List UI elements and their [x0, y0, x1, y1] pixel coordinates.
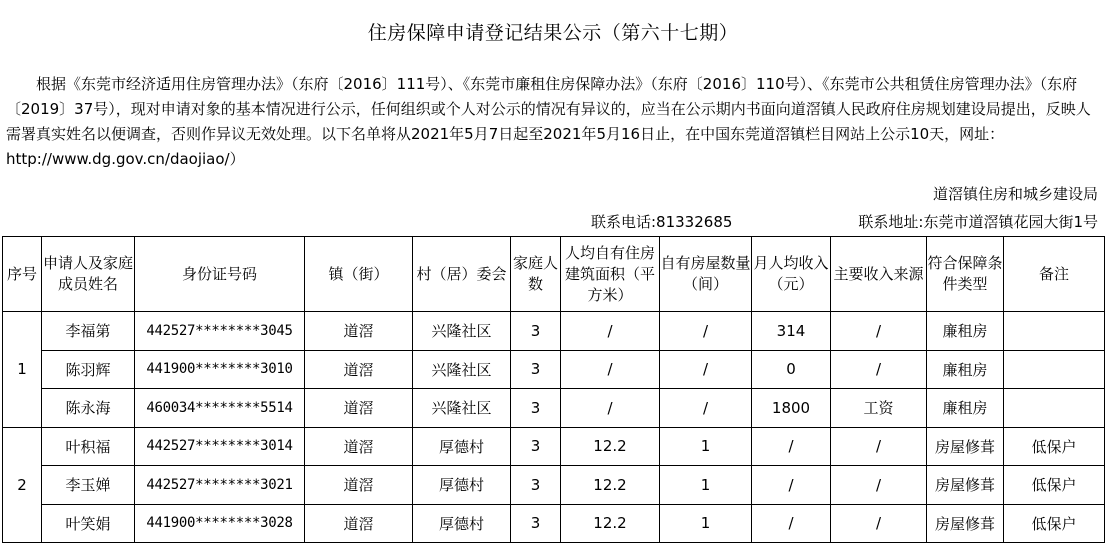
header-note: 备注	[1004, 237, 1105, 312]
cell-income: 314	[752, 312, 831, 351]
cell-type: 房屋修葺	[927, 504, 1004, 543]
page-title: 住房保障申请登记结果公示（第六十七期）	[367, 22, 739, 44]
cell-household: 3	[511, 427, 561, 466]
cell-town: 道滘	[305, 312, 413, 351]
cell-income: 1800	[752, 389, 831, 428]
cell-household: 3	[511, 350, 561, 389]
cell-source: /	[831, 312, 927, 351]
cell-village: 厚德村	[413, 466, 511, 505]
cell-source: /	[831, 504, 927, 543]
cell-village: 兴隆社区	[413, 350, 511, 389]
cell-houses: /	[660, 389, 752, 428]
cell-id: 460034********5514	[135, 389, 305, 428]
cell-houses: 1	[660, 504, 752, 543]
cell-type: 廉租房	[927, 350, 1004, 389]
header-village: 村（居）委会	[413, 237, 511, 312]
applicant-table	[2, 236, 1105, 543]
contact-address: 联系地址:东莞市道滘镇花园大街1号	[858, 213, 1098, 231]
contact-phone: 联系电话:81332685	[591, 213, 733, 231]
cell-type: 廉租房	[927, 312, 1004, 351]
table-row	[3, 427, 1105, 466]
cell-source: /	[831, 466, 927, 505]
cell-type: 房屋修葺	[927, 466, 1004, 505]
cell-area: 12.2	[561, 504, 660, 543]
cell-name: 叶笑娟	[42, 504, 135, 543]
cell-id: 442527********3021	[135, 466, 305, 505]
table-row	[3, 389, 1105, 428]
cell-household: 3	[511, 312, 561, 351]
cell-note	[1004, 350, 1105, 389]
table-row	[3, 466, 1105, 505]
cell-town: 道滘	[305, 350, 413, 389]
cell-source: 工资	[831, 389, 927, 428]
cell-name: 陈羽辉	[42, 350, 135, 389]
table-row	[3, 504, 1105, 543]
cell-note	[1004, 312, 1105, 351]
cell-houses: /	[660, 350, 752, 389]
header-household: 家庭人数	[511, 237, 561, 312]
issuer: 道滘镇住房和城乡建设局	[932, 185, 1098, 203]
cell-area: /	[561, 312, 660, 351]
header-id: 身份证号码	[135, 237, 305, 312]
cell-type: 房屋修葺	[927, 427, 1004, 466]
cell-village: 厚德村	[413, 427, 511, 466]
header-area: 人均自有住房建筑面积（平方米）	[561, 237, 660, 312]
cell-note: 低保户	[1004, 427, 1105, 466]
cell-income: /	[752, 427, 831, 466]
cell-village: 厚德村	[413, 504, 511, 543]
table-header-row	[3, 237, 1105, 312]
cell-note: 低保户	[1004, 466, 1105, 505]
cell-household: 3	[511, 466, 561, 505]
cell-name: 叶积福	[42, 427, 135, 466]
header-houses: 自有房屋数量（间）	[660, 237, 752, 312]
intro-paragraph: 根据《东莞市经济适用住房管理办法》（东府〔2016〕111号）、《东莞市廉租住房保障办法》（东府〔2016〕110号）、《东莞市公共租赁住房管理办法》（东府〔2019〕37号），现对申请对象的基本情况进行公示，任何组织或个人对公示的情况有异议的，应当在公示期内书面向道滘镇人民政府住房规划建设局提出，反映人需署真实姓名以便调查，否则作异议无效处理。以下名单将从2021年5月7日起至2021年5月16日止，在中国东莞道滘镇栏目网站上公示10天，网址：http://www.dg.gov.cn/daojiao/）	[6, 75, 1091, 168]
cell-source: /	[831, 350, 927, 389]
cell-town: 道滘	[305, 466, 413, 505]
table-row	[3, 350, 1105, 389]
header-seq: 序号	[3, 237, 42, 312]
cell-name: 陈永海	[42, 389, 135, 428]
cell-area: 12.2	[561, 427, 660, 466]
header-source: 主要收入来源	[831, 237, 927, 312]
header-name: 申请人及家庭成员姓名	[42, 237, 135, 312]
header-town: 镇（街）	[305, 237, 413, 312]
cell-id: 442527********3045	[135, 312, 305, 351]
cell-income: /	[752, 504, 831, 543]
cell-id: 441900********3010	[135, 350, 305, 389]
cell-houses: /	[660, 312, 752, 351]
header-income: 月人均收入（元）	[752, 237, 831, 312]
cell-note	[1004, 389, 1105, 428]
cell-household: 3	[511, 389, 561, 428]
cell-income: /	[752, 466, 831, 505]
cell-name: 李福第	[42, 312, 135, 351]
cell-id: 441900********3028	[135, 504, 305, 543]
cell-type: 廉租房	[927, 389, 1004, 428]
header-type: 符合保障条件类型	[927, 237, 1004, 312]
cell-area: 12.2	[561, 466, 660, 505]
cell-houses: 1	[660, 427, 752, 466]
cell-village: 兴隆社区	[413, 312, 511, 351]
cell-town: 道滘	[305, 504, 413, 543]
cell-houses: 1	[660, 466, 752, 505]
cell-income: 0	[752, 350, 831, 389]
cell-village: 兴隆社区	[413, 389, 511, 428]
cell-household: 3	[511, 504, 561, 543]
cell-source: /	[831, 427, 927, 466]
cell-area: /	[561, 350, 660, 389]
cell-town: 道滘	[305, 427, 413, 466]
cell-id: 442527********3014	[135, 427, 305, 466]
group-seq: 1	[3, 312, 42, 428]
cell-name: 李玉婵	[42, 466, 135, 505]
cell-note: 低保户	[1004, 504, 1105, 543]
cell-town: 道滘	[305, 389, 413, 428]
group-seq: 2	[3, 427, 42, 543]
cell-area: /	[561, 389, 660, 428]
table-row	[3, 312, 1105, 351]
